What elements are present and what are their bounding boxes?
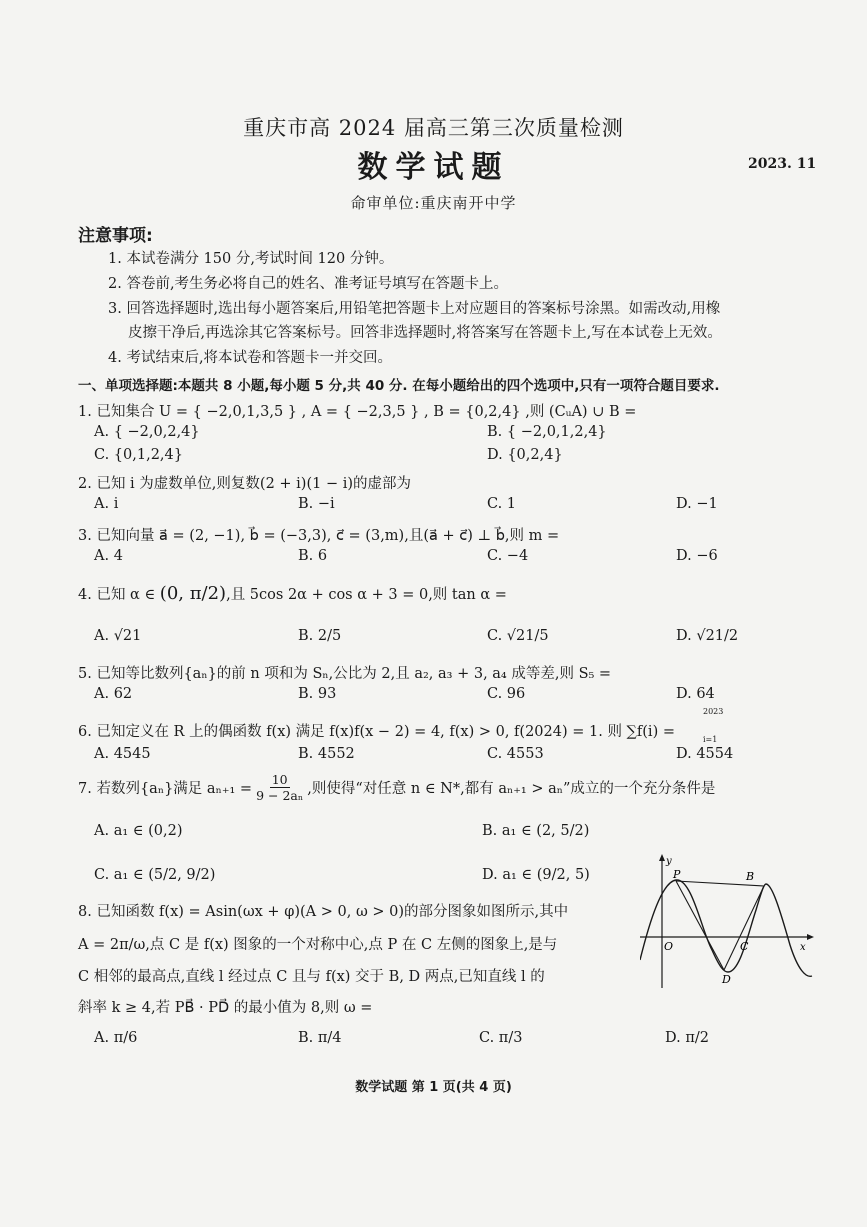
question-8-line-4: 斜率 k ≥ 4,若 PB⃗ · PD⃗ 的最小值为 8,则 ω = xyxy=(78,1000,373,1016)
notice-item: 3. 回答选择题时,选出每小题答案后,用铅笔把答题卡上对应题目的答案标号涂黑。如需改动,用橡 xyxy=(108,301,721,317)
question-3-option-a: A. 4 xyxy=(94,548,123,564)
question-2-option-a: A. i xyxy=(94,496,119,512)
question-7-option-b: B. a₁ ∈ (2, 5/2) xyxy=(482,823,590,839)
exam-title-subject: 数学试题 xyxy=(357,150,510,185)
label-x: x xyxy=(800,942,806,953)
question-3-option-d: D. −6 xyxy=(676,548,718,564)
question-8-option-c: C. π/3 xyxy=(479,1030,523,1046)
question-4-stem-start: 4. 已知 α ∈ xyxy=(78,587,160,603)
question-6-sum-lower: i=1 xyxy=(703,735,718,744)
notice-item: 皮擦干净后,再选涂其它答案标号。回答非选择题时,将答案写在答题卡上,写在本试卷上无效。 xyxy=(128,325,722,341)
label-y: y xyxy=(666,856,672,867)
notice-heading: 注意事项: xyxy=(78,226,153,246)
question-7-option-c: C. a₁ ∈ (5/2, 9/2) xyxy=(94,867,216,883)
page-footer: 数学试题 第 1 页(共 4 页) xyxy=(355,1080,512,1095)
question-1-option-a: A. { −2,0,2,4} xyxy=(94,424,200,440)
question-1-option-c: C. {0,1,2,4} xyxy=(94,447,183,463)
label-p: P xyxy=(673,868,681,881)
question-5-option-d: D. 64 xyxy=(676,686,715,702)
question-4-option-d: D. √21/2 xyxy=(676,628,739,644)
question-1-option-b: B. { −2,0,1,2,4} xyxy=(487,424,607,440)
question-5-option-c: C. 96 xyxy=(487,686,526,702)
question-2-option-d: D. −1 xyxy=(676,496,718,512)
question-7-stem xyxy=(78,772,715,803)
sine-curve xyxy=(640,880,812,976)
label-d: D xyxy=(722,973,731,986)
x-axis-arrow-icon xyxy=(807,934,814,940)
notice-item: 1. 本试卷满分 150 分,考试时间 120 分钟。 xyxy=(108,251,394,267)
y-axis-arrow-icon xyxy=(659,854,665,861)
question-7-option-a: A. a₁ ∈ (0,2) xyxy=(94,823,183,839)
section-heading: 一、单项选择题:本题共 8 小题,每小题 5 分,共 40 分. 在每小题给出的四个选项中,只有一项符合题目要求. xyxy=(78,378,720,394)
question-7-fraction-denominator: 9 − 2aₙ xyxy=(256,788,304,803)
question-1-stem: 1. 已知集合 U = { −2,0,1,3,5 } , A = { −2,3,5 } , B = {0,2,4} ,则 (CᵤA) ∪ B = xyxy=(78,404,637,420)
question-4-option-a: A. √21 xyxy=(94,628,142,644)
question-6-option-b: B. 4552 xyxy=(298,746,355,762)
question-2-option-b: B. −i xyxy=(298,496,335,512)
question-6-option-c: C. 4553 xyxy=(487,746,544,762)
question-6-stem: 6. 已知定义在 R 上的偶函数 f(x) 满足 f(x)f(x − 2) = 4, f(x) > 0, f(2024) = 1. 则 ∑f(i) = xyxy=(78,724,675,740)
question-3-option-c: C. −4 xyxy=(487,548,529,564)
notice-item: 2. 答卷前,考生务必将自己的姓名、准考证号填写在答题卡上。 xyxy=(108,276,509,292)
question-8-function-graph xyxy=(640,850,820,990)
question-7-fraction xyxy=(254,772,305,803)
question-1-option-d: D. {0,2,4} xyxy=(487,447,563,463)
exam-setter: 命审单位:重庆南开中学 xyxy=(350,194,517,212)
label-origin: O xyxy=(664,940,674,953)
question-6-option-d: D. 4554 xyxy=(676,746,734,762)
question-4-stem-end: ,且 5cos 2α + cos α + 3 = 0,则 tan α = xyxy=(226,587,507,603)
question-6-option-a: A. 4545 xyxy=(94,746,151,762)
question-8-option-d: D. π/2 xyxy=(665,1030,709,1046)
question-3-stem: 3. 已知向量 a⃗ = (2, −1), b⃗ = (−3,3), c⃗ = (3,m),且(a⃗ + c⃗) ⊥ b⃗,则 m = xyxy=(78,528,560,544)
question-4-option-b: B. 2/5 xyxy=(298,628,342,644)
question-8-line-1: 8. 已知函数 f(x) = Asin(ωx + φ)(A > 0, ω > 0)的部分图象如图所示,其中 xyxy=(78,904,569,920)
question-2-stem: 2. 已知 i 为虚数单位,则复数(2 + i)(1 − i)的虚部为 xyxy=(78,476,411,492)
question-8-option-a: A. π/6 xyxy=(94,1030,138,1046)
question-8-line-3: C 相邻的最高点,直线 l 经过点 C 且与 f(x) 交于 B, D 两点,已知直线 l 的 xyxy=(78,969,545,985)
question-4-option-c: C. √21/5 xyxy=(487,628,549,644)
question-5-option-b: B. 93 xyxy=(298,686,337,702)
question-2-option-c: C. 1 xyxy=(487,496,517,512)
question-8-option-b: B. π/4 xyxy=(298,1030,342,1046)
question-7-option-d: D. a₁ ∈ (9/2, 5) xyxy=(482,867,590,883)
exam-title-line1: 重庆市高 2024 届高三第三次质量检测 xyxy=(243,116,624,140)
notice-item: 4. 考试结束后,将本试卷和答题卡一并交回。 xyxy=(108,350,393,366)
question-5-stem: 5. 已知等比数列{aₙ}的前 n 项和为 Sₙ,公比为 2,且 a₂, a₃ + 3, a₄ 成等差,则 S₅ = xyxy=(78,666,612,682)
question-4-interval: (0, π/2) xyxy=(159,583,227,604)
question-5-option-a: A. 62 xyxy=(94,686,133,702)
label-b: B xyxy=(746,870,755,883)
segment-pd xyxy=(676,881,724,970)
label-c: C xyxy=(740,940,749,953)
question-7-stem-start: 7. 若数列{aₙ}满足 aₙ₊₁ = xyxy=(78,781,253,797)
question-7-stem-end: ,则使得“对任意 n ∈ N*,都有 aₙ₊₁ > aₙ”成立的一个充分条件是 xyxy=(307,781,716,797)
question-3-option-b: B. 6 xyxy=(298,548,328,564)
exam-date: 2023. 11 xyxy=(748,156,817,172)
question-6-sum-upper: 2023 xyxy=(703,707,724,716)
question-8-line-2: A = 2π/ω,点 C 是 f(x) 图象的一个对称中心,点 P 在 C 左侧的图象上,是与 xyxy=(78,937,558,953)
line-l xyxy=(724,886,764,970)
question-7-fraction-numerator: 10 xyxy=(271,772,288,787)
question-4-stem xyxy=(78,583,507,604)
